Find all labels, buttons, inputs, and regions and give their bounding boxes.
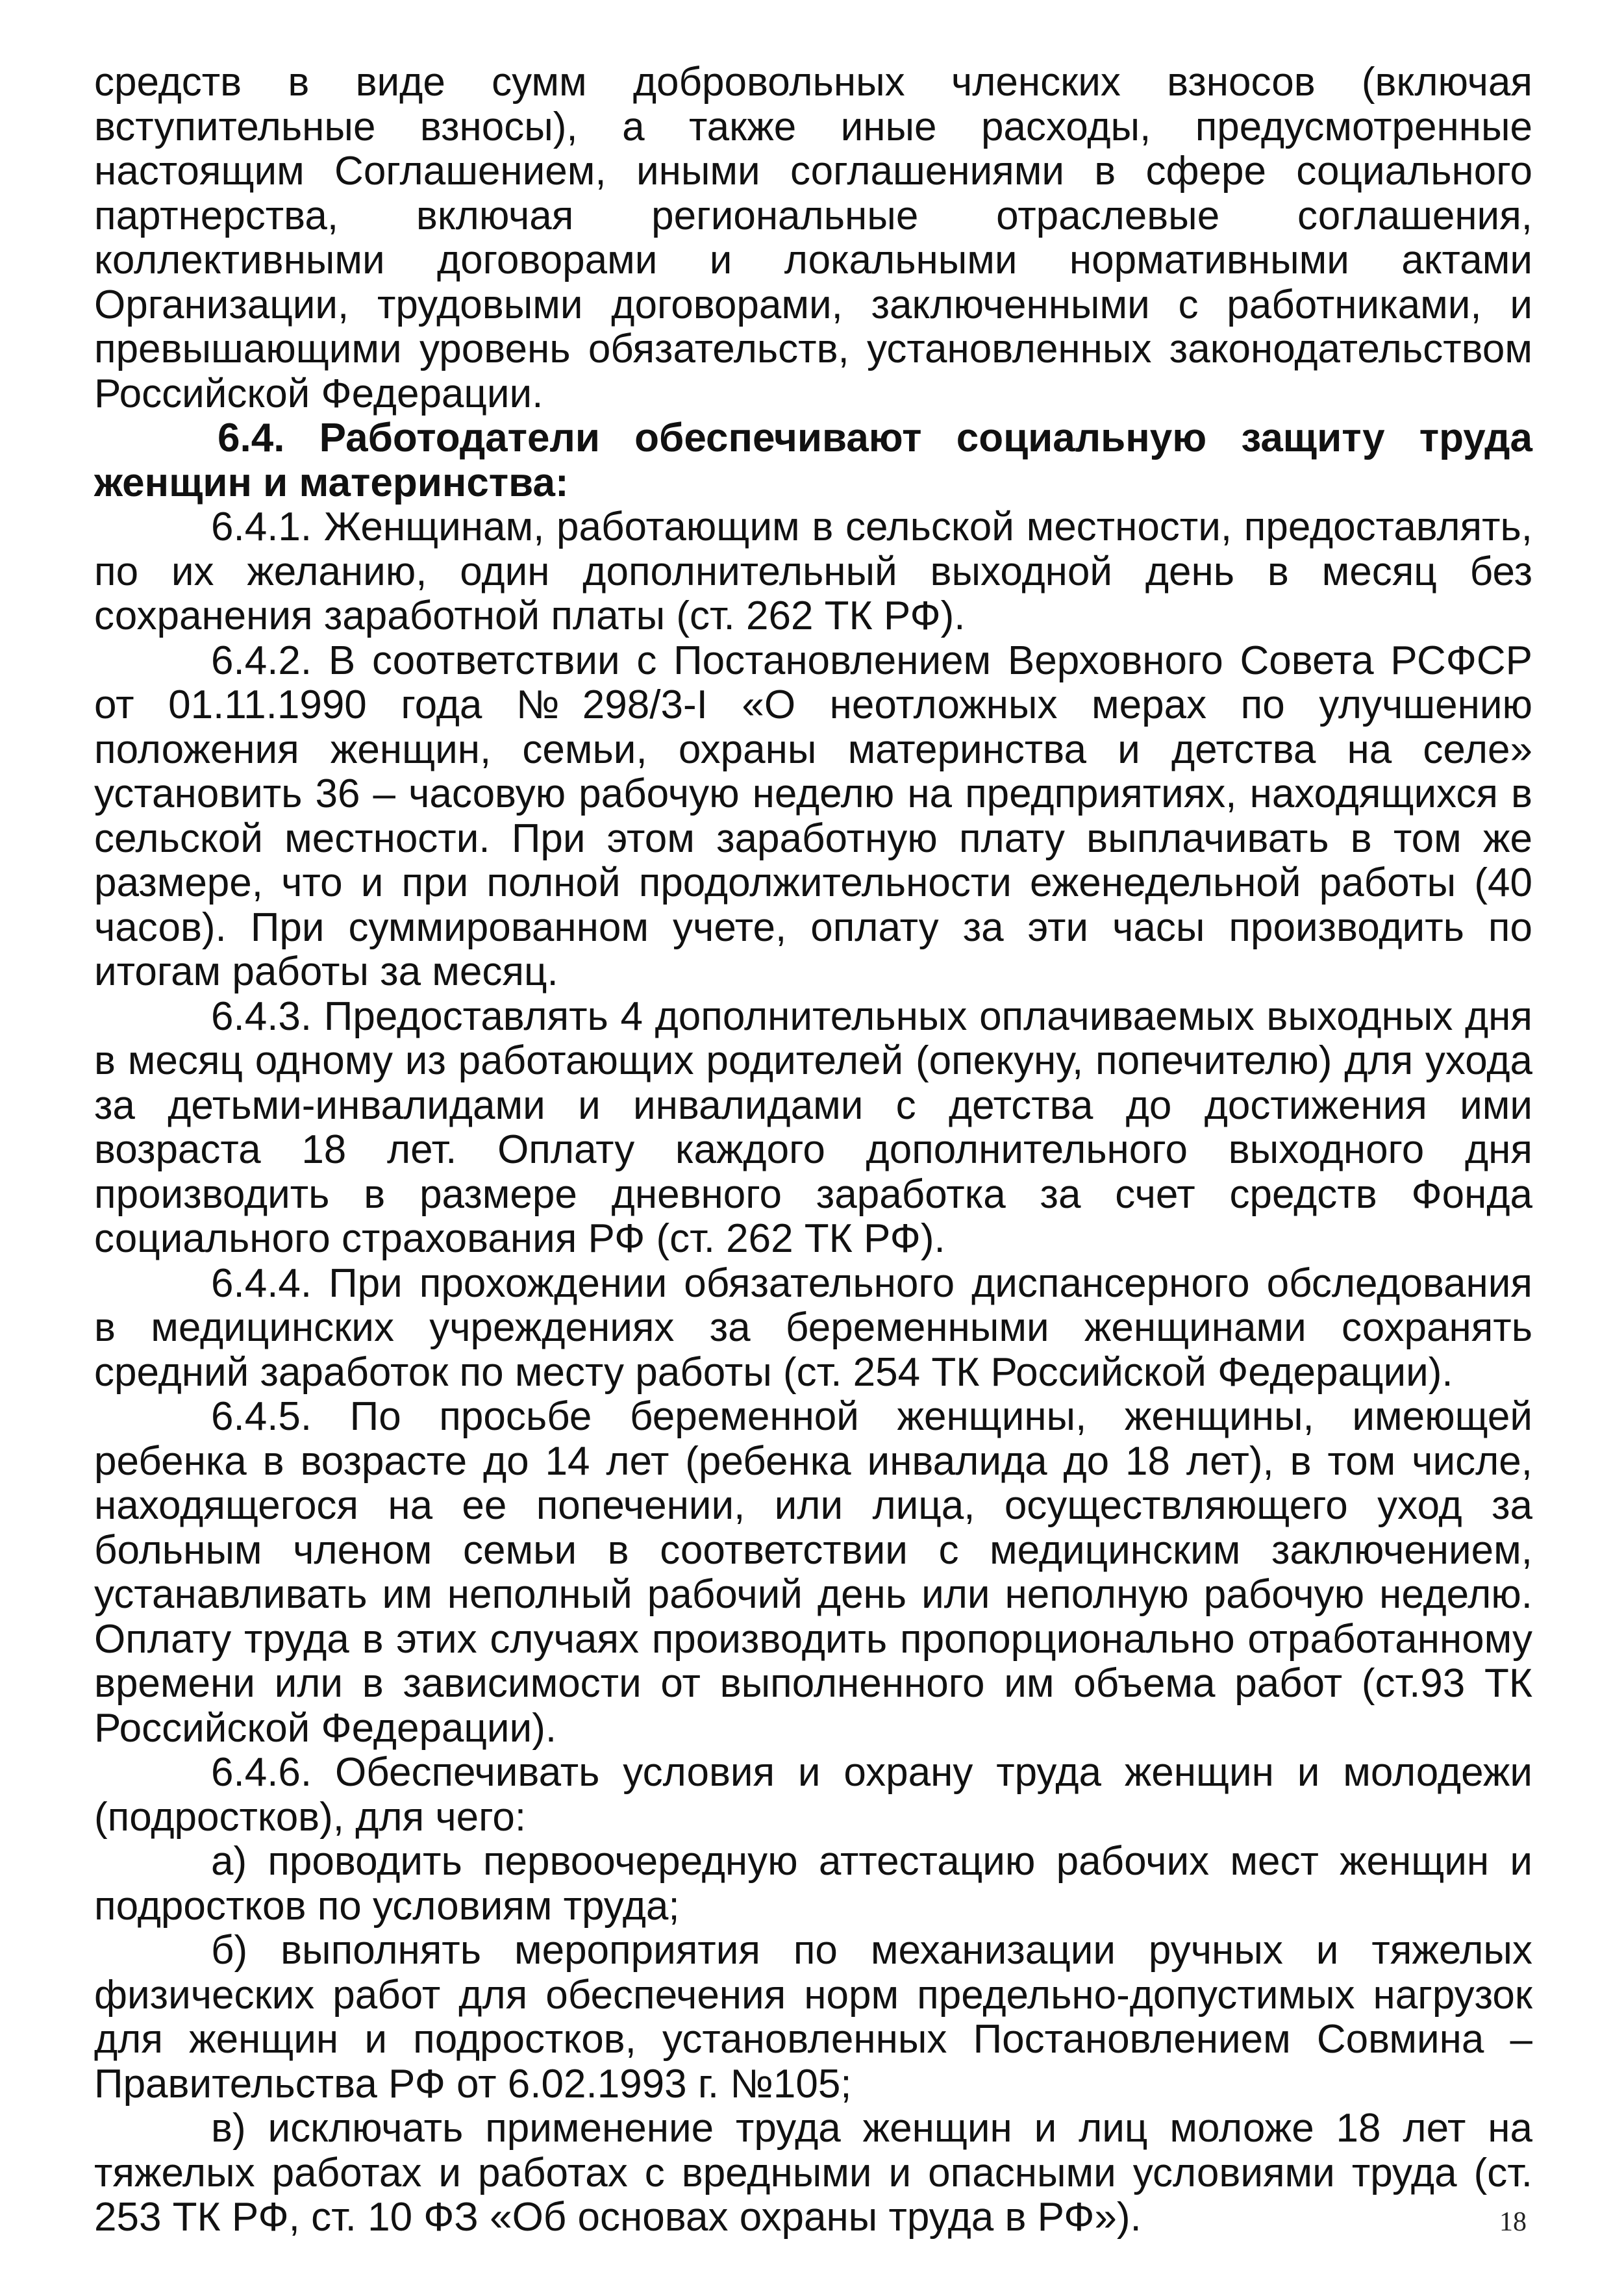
clause-6-4-5: 6.4.5. По просьбе беременной женщины, женщины, имеющей ребенка в возрасте до 14 лет (ребенка инвалида до 18 лет), в том числе, находящегося на ее попечении, или лица, осуществляющего уход за больным членом семьи в соответствии с медицинским заключением, устанавливать им неполный рабочий день или неполную рабочую неделю. Оплату труда в этих случаях производить пропорционально отработанному времени или в зависимости от выполненного им объема работ (ст.93 ТК Российской Федерации). [94,1394,1532,1751]
subclause-v: в) исключать применение труда женщин и лиц моложе 18 лет на тяжелых работах и работах с вредными и опасными условиями труда (ст. 253 ТК РФ, ст. 10 ФЗ «Об основах охраны труда в РФ»). [94,2106,1532,2240]
clause-6-4-6: 6.4.6. Обеспечивать условия и охрану труда женщин и молодежи (подростков), для чего: [94,1750,1532,1840]
document-body [94,60,1532,2240]
subclause-b: б) выполнять мероприятия по механизации ручных и тяжелых физических работ для обеспечения норм предельно-допустимых нагрузок для женщин и подростков, установленных Постановлением Совмина – Правительства РФ от 6.02.1993 г. №105; [94,1928,1532,2106]
paragraph-continuation: средств в виде сумм добровольных членских взносов (включая вступительные взносы), а также иные расходы, предусмотренные настоящим Соглашением, иными соглашениями в сфере социального партнерства, включая региональные отраслевые соглашения, коллективными договорами и локальными нормативными актами Организации, трудовыми договорами, заключенными с работниками, и превышающими уровень обязательств, установленных законодательством Российской Федерации. [94,60,1532,416]
clause-6-4-2: 6.4.2. В соответствии с Постановлением Верховного Совета РСФСР от 01.11.1990 года №298/3-I «О неотложных мерах по улучшению положения женщин, семьи, охраны материнства и детства на селе» установить 36 – часовую рабочую неделю на предприятиях, находящихся в сельской местности. При этом заработную плату выплачивать в том же размере, что и при полной продолжительности еженедельной работы (40 часов). При суммированном учете, оплату за эти часы производить по итогам работы за месяц. [94,638,1532,994]
page-number: 18 [1499,2207,1527,2237]
section-heading-6-4: 6.4. Работодатели обеспечивают социальную защиту труда женщин и материнства: [94,416,1532,505]
clause-6-4-1: 6.4.1. Женщинам, работающим в сельской местности, предоставлять, по их желанию, один дополнительный выходной день в месяц без сохранения заработной платы (ст. 262 ТК РФ). [94,505,1532,638]
clause-6-4-3: 6.4.3. Предоставлять 4 дополнительных оплачиваемых выходных дня в месяц одному из работающих родителей (опекуну, попечителю) для ухода за детьми-инвалидами и инвалидами с детства до достижения ими возраста 18 лет. Оплату каждого дополнительного выходного дня производить в размере дневного заработка за счет средств Фонда социального страхования РФ (ст. 262 ТК РФ). [94,994,1532,1261]
clause-6-4-4: 6.4.4. При прохождении обязательного диспансерного обследования в медицинских учреждениях за беременными женщинами сохранять средний заработок по месту работы (ст. 254 ТК Российской Федерации). [94,1260,1532,1395]
subclause-a: а) проводить первоочередную аттестацию рабочих мест женщин и подростков по условиям труда; [94,1839,1532,1929]
